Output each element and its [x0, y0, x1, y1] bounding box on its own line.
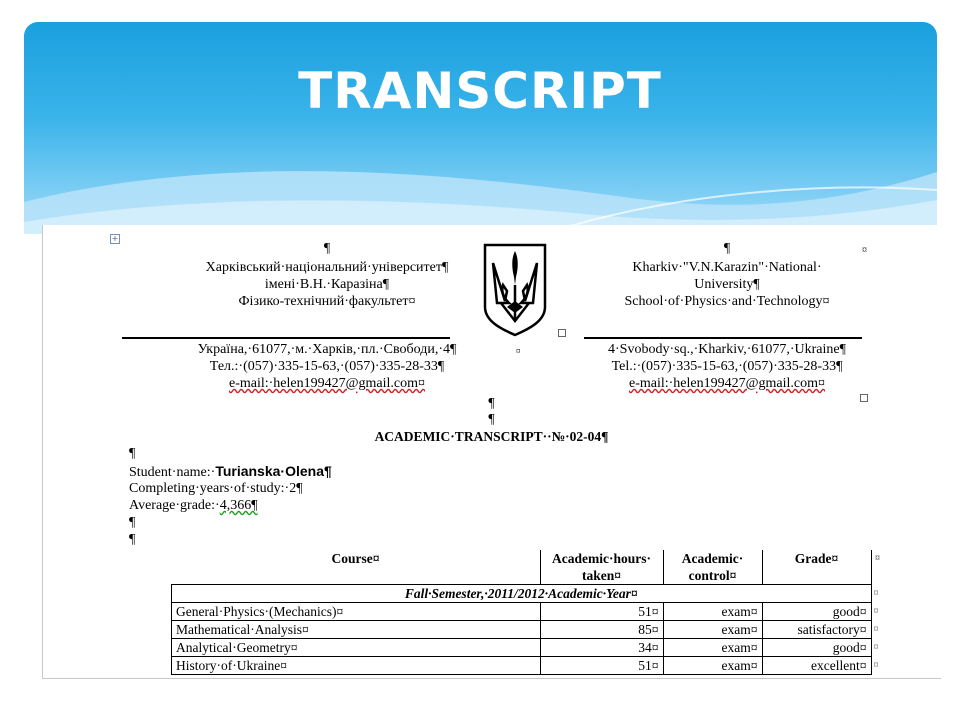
university-name-ua: Харківський·національний·університет¶: [205, 260, 449, 275]
phone-ua: Тел.:·(057)·335-15-63,·(057)·335-28-33¶: [209, 359, 445, 374]
pilcrow-mark: ¶: [323, 241, 331, 256]
header-control-line2: control¤: [688, 568, 737, 583]
header-hours-line2: taken¤: [581, 568, 621, 583]
courses-table: [171, 550, 885, 675]
university-honorific-ua: імені·В.Н.·Каразіна¶: [264, 277, 390, 292]
header-grade: Grade¤: [762, 550, 871, 585]
table-header-row: [172, 550, 885, 585]
student-name-line: [129, 463, 332, 481]
document-title: ACADEMIC·TRANSCRIPT··№·02-04¶: [374, 429, 609, 444]
table-row: [172, 603, 885, 621]
row-end-mark: ¤: [873, 642, 879, 653]
row-end-mark: ¤: [875, 553, 880, 564]
grade-cell: excellent¤: [762, 657, 871, 675]
phone-en: Tel.:·(057)·335-15-63,·(057)·335-28-33¶: [611, 359, 843, 374]
control-cell: exam¤: [663, 639, 762, 657]
header-course: Course¤: [172, 550, 541, 585]
email-ua: e-mail:·helen199427@gmail.com¤: [228, 376, 425, 391]
address-en: 4·Svobody·sq.,·Kharkiv,·61077,·Ukraine¶: [608, 342, 846, 357]
semester-label: Fall·Semester,·2011/2012·Academic·Year¤: [172, 585, 872, 603]
document-edge-bottom: [42, 678, 941, 679]
course-cell: General·Physics·(Mechanics)¤: [172, 603, 541, 621]
table-move-handle-icon[interactable]: +: [111, 234, 119, 243]
cell-end-mark-en: ¤: [862, 245, 867, 256]
cell-end-mark: ¤: [516, 346, 521, 356]
hours-cell: 51¤: [540, 603, 663, 621]
cell-marker: [558, 329, 566, 337]
average-grade-value: 4,366¶: [219, 498, 258, 513]
header-rule-en: [584, 337, 862, 339]
address-ua: Україна,·61077,·м.·Харків,·пл.·Свободи,·4¶: [197, 342, 457, 357]
pilcrow-mark-en: ¶: [723, 241, 731, 256]
pilcrow-mark-2: ¶: [488, 412, 495, 427]
pilcrow-mark-4: ¶: [129, 515, 136, 530]
pilcrow-mark-3: ¶: [129, 446, 136, 461]
student-name-label: Student·name:·: [129, 465, 216, 480]
course-cell: Mathematical·Analysis¤: [172, 621, 541, 639]
control-cell: exam¤: [663, 657, 762, 675]
table-row: [172, 639, 885, 657]
faculty-name-ua: Фізико-технічний·факультет¤: [238, 294, 416, 309]
hours-cell: 51¤: [540, 657, 663, 675]
semester-row: [172, 585, 885, 603]
row-end-mark: ¤: [873, 660, 879, 671]
slide-header-banner: [24, 22, 937, 234]
pilcrow-mark-5: ¶: [129, 532, 136, 547]
table-row: [172, 657, 885, 675]
document-edge: [42, 225, 43, 679]
header-control-line1: Academic·: [681, 551, 744, 566]
grade-cell: good¤: [762, 639, 871, 657]
years-value: 2¶: [289, 481, 303, 496]
grade-line: [129, 498, 258, 514]
row-end-mark: ¤: [873, 624, 879, 635]
transcript-document: [42, 225, 941, 679]
row-end-mark: ¤: [873, 606, 879, 617]
course-cell: Analytical·Geometry¤: [172, 639, 541, 657]
course-cell: History·of·Ukraine¤: [172, 657, 541, 675]
email-en: e-mail:·helen199427@gmail.com¤: [628, 376, 825, 391]
header-rule-ua: [122, 337, 450, 339]
table-row: [172, 621, 885, 639]
grade-cell: satisfactory¤: [762, 621, 871, 639]
hours-cell: 34¤: [540, 639, 663, 657]
header-control: [663, 550, 762, 585]
slide-title: TRANSCRIPT: [298, 62, 662, 120]
student-name-value: Turianska·Olena¶: [215, 463, 332, 479]
average-grade-label: Average·grade:·: [129, 498, 220, 513]
header-hours-line1: Academic·hours·: [552, 551, 651, 566]
courses-table-wrap: [171, 550, 885, 675]
faculty-name-en: School·of·Physics·and·Technology¤: [624, 294, 830, 309]
university-name-en-2: University¶: [694, 277, 760, 292]
years-label: Completing·years·of·study:·: [129, 481, 290, 496]
header-swoosh-decoration: [24, 22, 937, 234]
pilcrow-mark-1: ¶: [488, 396, 495, 411]
control-cell: exam¤: [663, 621, 762, 639]
ukraine-trident-emblem-icon: [481, 241, 549, 337]
university-name-en: Kharkiv·"V.N.Karazin"·National·: [632, 260, 822, 275]
header-hours: [540, 550, 663, 585]
grade-cell: good¤: [762, 603, 871, 621]
years-line: [129, 481, 303, 497]
row-end-mark: ¤: [873, 588, 879, 599]
hours-cell: 85¤: [540, 621, 663, 639]
control-cell: exam¤: [663, 603, 762, 621]
